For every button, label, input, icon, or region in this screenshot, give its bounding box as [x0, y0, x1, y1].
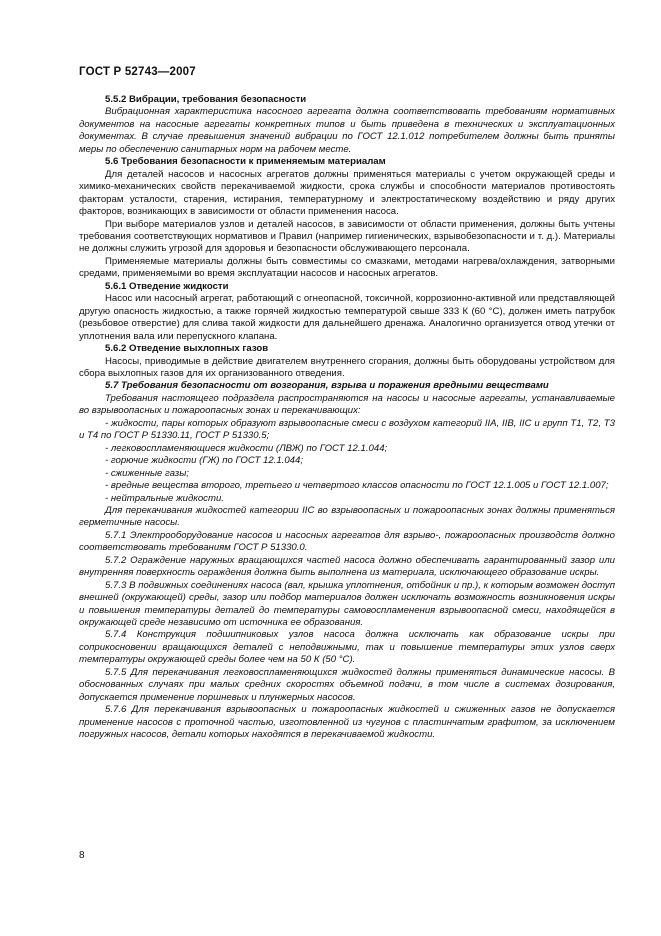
list-item: - вредные вещества второго, третьего и четвертого классов опасности по ГОСТ 12.1.005 и ГОСТ 12.1.007; — [105, 480, 609, 492]
page-number: 8 — [79, 850, 85, 861]
paragraph: Для деталей насосов и насосных агрегатов должны применяться материалы с учетом окружающей среды и химико-механических свойств перекачиваемой жидкости, срока службы и способности материалов противостоять факторам усталости, старения, истирания, температурному и электростатическому воздействию и ряду других факторов, возникающих в зависимости от области применения насоса. — [79, 168, 615, 218]
paragraph: Для перекачивания жидкостей категории IIC во взрывоопасных и пожароопасных зонах должны применяться герметичные насосы. — [79, 504, 615, 529]
paragraph: Насосы, приводимые в действие двигателем внутреннего сгорания, должны быть оборудованы устройством для сбора выхлопных газов для их организованного отведения. — [79, 355, 615, 379]
list-item: - легковоспламеняющиеся жидкости (ЛВЖ) по ГОСТ 12.1.044; — [105, 442, 388, 454]
list-item: - сжиженные газы; — [105, 467, 189, 479]
clause-5-7-1: 5.7.1 Электрооборудование насосов и насосных агрегатов для взрыво-, пожароопасных производств должно соответствовать требованиям ГОСТ Р 51330.0. — [79, 529, 615, 554]
clause-5-7-5: 5.7.5 Для перекачивания легковоспламеняющихся жидкостей должны применяться динамические насосы. В обоснованных случаях при малых средних скоростях объемной подачи, в том числе в системах дозирования, допускается применение поршневых и плунжерных насосов. — [79, 666, 615, 703]
paragraph: Применяемые материалы должны быть совместимы со смазками, методами нагрева/охлаждения, затворными средами, применяемыми во время эксплуатации насосов и насосных агрегатов. — [79, 255, 615, 280]
clause-5-7-4: 5.7.4 Конструкция подшипниковых узлов насоса должна исключать как образование искры при соприкосновении вращающихся деталей с неподвижными, так и повышение температуры этих узлов сверх температуры окружающей среды более чем на 50 К (50 °С). — [79, 629, 615, 666]
heading-5-5-2: 5.5.2 Вибрации, требования безопасности — [105, 94, 307, 105]
heading-5-6-2: 5.6.2 Отведение выхлопных газов — [105, 343, 269, 355]
paragraph: Требования настоящего подраздела распространяются на насосы и насосные агрегаты, устанавливаемые во взрывоопасных и пожароопасных зонах и перекачивающих: — [79, 392, 615, 417]
list-item: - нейтральные жидкости. — [105, 492, 224, 504]
document-body — [79, 94, 615, 742]
clause-5-7-2: 5.7.2 Ограждение наружных вращающихся частей насоса должно обеспечивать гарантированный зазор или внутренняя поверхность ограждения должна быть выполнена из материала, исключающего образование искры. — [79, 554, 615, 579]
clause-5-7-6: 5.7.6 Для перекачивания взрывоопасных и пожароопасных жидкостей и сжиженных газов не допускается применение насосов с проточной частью, изготовленной из чугунов с пластинчатым графитом, за исключением погружных насосов, детали которых находятся в перекачиваемой жидкости. — [79, 704, 615, 741]
clause-5-7-3: 5.7.3 В подвижных соединениях насоса (вал, крышка уплотнения, отбойник и пр.), к которым возможен доступ внешней (окружающей) среды, зазор или подбор материалов должен исключать возможность возникновения искры и повышения температуры деталей до температуры самовоспламенения взрывоопасной смеси, находящейся в окружающей среде независимо от источника ее образования. — [79, 579, 615, 629]
heading-5-7: 5.7 Требования безопасности от возгорания, взрыва и поражения вредными веществами — [105, 380, 549, 392]
list-item: - горючие жидкости (ГЖ) по ГОСТ 12.1.044; — [105, 455, 303, 467]
paragraph: При выборе материалов узлов и деталей насосов, в зависимости от области применения, должны быть учтены требования соответствующих нормативов и Правил (например гигиенических, взрывобезопасности и т. д.). Материалы не должны служить угрозой для здоровья и безопасности обслуживающего персонала. — [79, 218, 615, 255]
document-header: ГОСТ Р 52743—2007 — [79, 66, 196, 78]
paragraph: Насос или насосный агрегат, работающий с огнеопасной, токсичной, коррозионно-активной или представляющей другую опасность жидкостью, а также горячей жидкостью температурой свыше 333 К (60 °С), должен иметь патрубок (резьбовое отверстие) для слива такой жидкости для дальнейшего дренажа. Аналогично организуется отвод утечки от уплотнения вала или перепускного клапана. — [79, 293, 615, 342]
paragraph: Вибрационная характеристика насосного агрегата должна соответствовать требованиям нормативных документов на насосные агрегаты конкретных типов и быть приведена в технических и эксплуатационных документах. В случае превышения значений вибрации по ГОСТ 12.1.012 потребителем должны быть приняты меры по обеспечению санитарных норм на рабочем месте. — [79, 106, 615, 155]
heading-5-6: 5.6 Требования безопасности к применяемым материалам — [105, 156, 386, 168]
heading-5-6-1: 5.6.1 Отведение жидкости — [105, 280, 229, 292]
list-item: - жидкости, пары которых образуют взрывоопасные смеси с воздухом категорий IIA, IIB, IIC и групп Т1, Т2, Т3 и Т4 по ГОСТ Р 51330.11, ГОСТ Р 51330.5; — [79, 417, 615, 442]
